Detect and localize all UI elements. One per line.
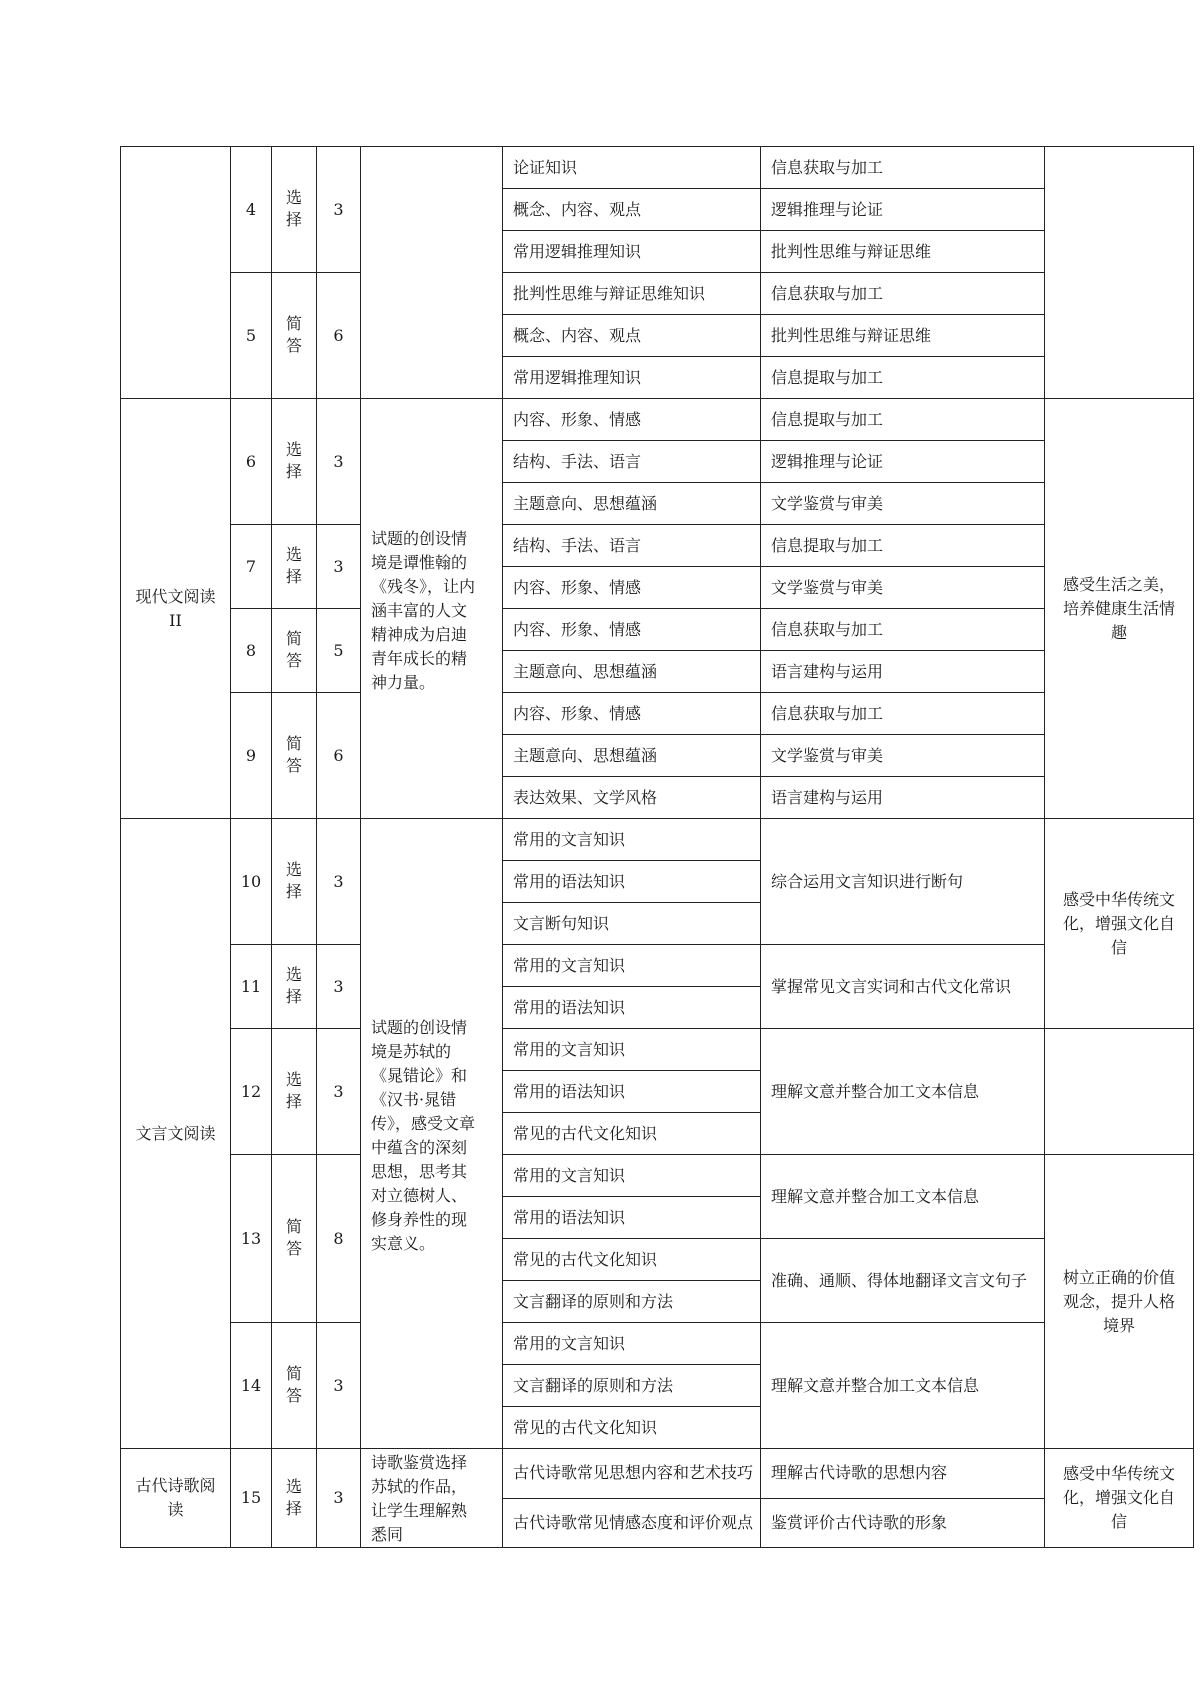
question-score: 6 (317, 273, 361, 399)
ability-cell: 信息获取与加工 (761, 693, 1045, 735)
question-type: 选择 (272, 1029, 317, 1155)
question-type: 选择 (272, 1449, 317, 1548)
literacy-cell: 感受生活之美，培养健康生活情趣 (1045, 399, 1194, 819)
question-type: 选择 (272, 945, 317, 1029)
table-row (121, 1449, 1194, 1499)
knowledge-cell: 内容、形象、情感 (503, 567, 761, 609)
context-cell: 试题的创设情境是苏轼的《晁错论》和《汉书·晁错传》，感受文章中蕴含的深刻思想，思考其对立德树人、修身养性的现实意义。 (361, 819, 503, 1449)
ability-cell: 逻辑推理与论证 (761, 441, 1045, 483)
table-row (121, 945, 1194, 987)
knowledge-cell: 常见的古代文化知识 (503, 1239, 761, 1281)
knowledge-cell: 文言翻译的原则和方法 (503, 1281, 761, 1323)
question-score: 3 (317, 1449, 361, 1548)
ability-cell: 逻辑推理与论证 (761, 189, 1045, 231)
question-number: 4 (231, 147, 272, 273)
question-type: 简答 (272, 1155, 317, 1323)
knowledge-cell: 常用的文言知识 (503, 1323, 761, 1365)
literacy-cell: 树立正确的价值观念，提升人格境界 (1045, 1155, 1194, 1449)
knowledge-cell: 结构、手法、语言 (503, 441, 761, 483)
table-row (121, 1323, 1194, 1365)
knowledge-cell: 内容、形象、情感 (503, 693, 761, 735)
question-type: 简答 (272, 693, 317, 819)
question-score: 3 (317, 945, 361, 1029)
knowledge-cell: 常用逻辑推理知识 (503, 357, 761, 399)
knowledge-cell: 常用的语法知识 (503, 861, 761, 903)
ability-cell: 信息获取与加工 (761, 273, 1045, 315)
question-score: 3 (317, 525, 361, 609)
table-row (121, 147, 1194, 189)
knowledge-cell: 常用逻辑推理知识 (503, 231, 761, 273)
section-cell: 文言文阅读 (121, 819, 231, 1449)
question-score: 6 (317, 693, 361, 819)
table-row (121, 525, 1194, 567)
question-number: 7 (231, 525, 272, 609)
section-cell: 古代诗歌阅读 (121, 1449, 231, 1548)
table-row (121, 1155, 1194, 1197)
ability-cell: 文学鉴赏与审美 (761, 735, 1045, 777)
question-type: 选择 (272, 399, 317, 525)
ability-cell: 理解文意并整合加工文本信息 (761, 1155, 1045, 1239)
literacy-cell (1045, 1029, 1194, 1155)
question-type: 选择 (272, 819, 317, 945)
context-cell: 诗歌鉴赏选择苏轼的作品，让学生理解熟悉同 (361, 1449, 503, 1548)
ability-cell: 文学鉴赏与审美 (761, 483, 1045, 525)
ability-cell: 信息提取与加工 (761, 357, 1045, 399)
knowledge-cell: 常用的文言知识 (503, 1029, 761, 1071)
section-cell: 现代文阅读 II (121, 399, 231, 819)
table-row (121, 609, 1194, 651)
table-row (121, 819, 1194, 861)
knowledge-cell: 内容、形象、情感 (503, 609, 761, 651)
ability-cell: 鉴赏评价古代诗歌的形象 (761, 1498, 1045, 1548)
ability-cell: 综合运用文言知识进行断句 (761, 819, 1045, 945)
literacy-cell: 感受中华传统文化，增强文化自信 (1045, 819, 1194, 1029)
knowledge-cell: 古代诗歌常见思想内容和艺术技巧 (503, 1449, 761, 1499)
knowledge-cell: 批判性思维与辩证思维知识 (503, 273, 761, 315)
question-type: 简答 (272, 1323, 317, 1449)
knowledge-cell: 论证知识 (503, 147, 761, 189)
section-cell (121, 147, 231, 399)
knowledge-cell: 概念、内容、观点 (503, 315, 761, 357)
question-number: 10 (231, 819, 272, 945)
knowledge-cell: 常用的语法知识 (503, 987, 761, 1029)
knowledge-cell: 常见的古代文化知识 (503, 1407, 761, 1449)
question-number: 11 (231, 945, 272, 1029)
ability-cell: 批判性思维与辩证思维 (761, 315, 1045, 357)
table-row (121, 1029, 1194, 1071)
table-row (121, 273, 1194, 315)
question-number: 6 (231, 399, 272, 525)
question-number: 13 (231, 1155, 272, 1323)
knowledge-cell: 常用的文言知识 (503, 945, 761, 987)
context-cell: 试题的创设情境是谭惟翰的《残冬》，让内涵丰富的人文精神成为启迪青年成长的精神力量。 (361, 399, 503, 819)
knowledge-cell: 文言断句知识 (503, 903, 761, 945)
ability-cell: 理解文意并整合加工文本信息 (761, 1029, 1045, 1155)
ability-cell: 理解文意并整合加工文本信息 (761, 1323, 1045, 1449)
ability-cell: 信息提取与加工 (761, 525, 1045, 567)
question-number: 5 (231, 273, 272, 399)
question-score: 5 (317, 609, 361, 693)
table-row (121, 399, 1194, 441)
knowledge-cell: 表达效果、文学风格 (503, 777, 761, 819)
question-score: 3 (317, 1029, 361, 1155)
ability-cell: 信息获取与加工 (761, 147, 1045, 189)
ability-cell: 文学鉴赏与审美 (761, 567, 1045, 609)
knowledge-cell: 文言翻译的原则和方法 (503, 1365, 761, 1407)
question-type: 简答 (272, 273, 317, 399)
knowledge-cell: 主题意向、思想蕴涵 (503, 735, 761, 777)
ability-cell: 掌握常见文言实词和古代文化常识 (761, 945, 1045, 1029)
ability-cell: 准确、通顺、得体地翻译文言文句子 (761, 1239, 1045, 1323)
question-score: 8 (317, 1155, 361, 1323)
question-score: 3 (317, 399, 361, 525)
question-score: 3 (317, 147, 361, 273)
question-type: 选择 (272, 147, 317, 273)
knowledge-cell: 概念、内容、观点 (503, 189, 761, 231)
question-score: 3 (317, 1323, 361, 1449)
question-number: 14 (231, 1323, 272, 1449)
knowledge-cell: 古代诗歌常见情感态度和评价观点 (503, 1498, 761, 1548)
question-number: 9 (231, 693, 272, 819)
question-score: 3 (317, 819, 361, 945)
literacy-cell: 感受中华传统文化，增强文化自信 (1045, 1449, 1194, 1548)
ability-cell: 信息提取与加工 (761, 399, 1045, 441)
knowledge-cell: 常用的语法知识 (503, 1071, 761, 1113)
ability-cell: 批判性思维与辩证思维 (761, 231, 1045, 273)
table-row (121, 693, 1194, 735)
question-number: 8 (231, 609, 272, 693)
literacy-cell (1045, 147, 1194, 399)
exam-spec-table (120, 146, 1194, 1548)
knowledge-cell: 常用的文言知识 (503, 1155, 761, 1197)
ability-cell: 理解古代诗歌的思想内容 (761, 1449, 1045, 1499)
question-type: 简答 (272, 609, 317, 693)
ability-cell: 语言建构与运用 (761, 651, 1045, 693)
question-number: 12 (231, 1029, 272, 1155)
ability-cell: 信息获取与加工 (761, 609, 1045, 651)
knowledge-cell: 常用的文言知识 (503, 819, 761, 861)
knowledge-cell: 常用的语法知识 (503, 1197, 761, 1239)
knowledge-cell: 内容、形象、情感 (503, 399, 761, 441)
question-number: 15 (231, 1449, 272, 1548)
knowledge-cell: 结构、手法、语言 (503, 525, 761, 567)
knowledge-cell: 主题意向、思想蕴涵 (503, 651, 761, 693)
question-type: 选择 (272, 525, 317, 609)
ability-cell: 语言建构与运用 (761, 777, 1045, 819)
knowledge-cell: 主题意向、思想蕴涵 (503, 483, 761, 525)
context-cell (361, 147, 503, 399)
knowledge-cell: 常见的古代文化知识 (503, 1113, 761, 1155)
